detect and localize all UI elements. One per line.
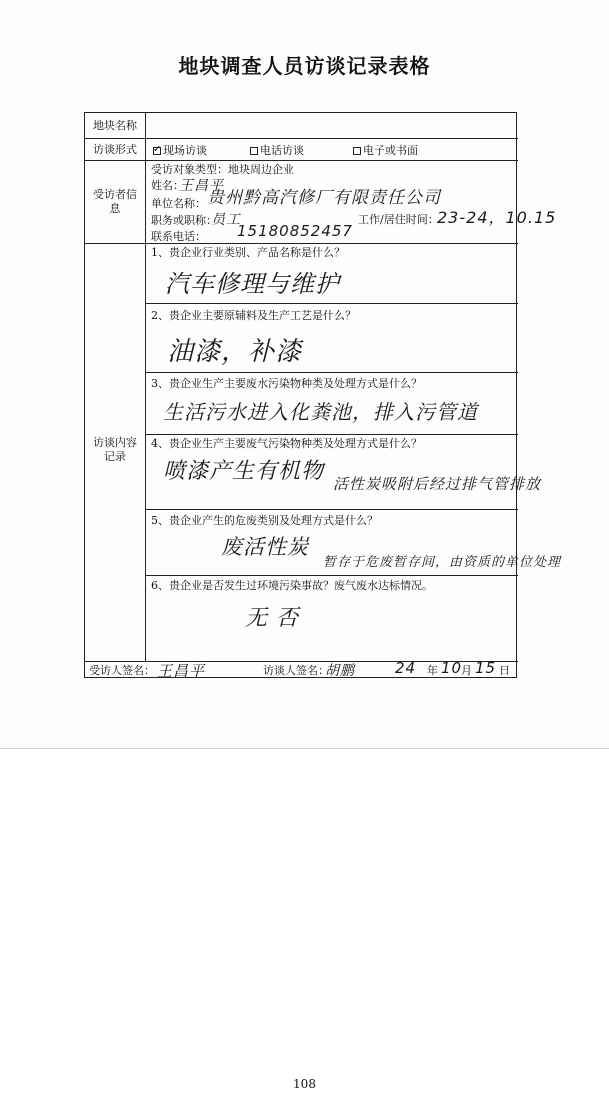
answer-1[interactable]: 汽车修理与维护	[165, 270, 340, 298]
question-6: 6、贵企业是否发生过环境污染事故？废气废水达标情况。	[151, 579, 433, 592]
unit-name-value[interactable]: 贵州黔高汽修厂有限责任公司	[207, 188, 441, 208]
interview-form-label: 访谈形式	[93, 143, 137, 156]
question-divider	[145, 303, 518, 304]
answer-2[interactable]: 油漆，补漆	[167, 337, 303, 367]
page-number: 108	[293, 1077, 316, 1091]
year-value[interactable]: 24	[395, 659, 417, 677]
checkbox-onsite[interactable]	[153, 147, 161, 155]
row-divider	[85, 243, 518, 244]
question-divider	[145, 509, 518, 510]
phone-label: 联系电话：	[151, 230, 206, 243]
form-title: 地块调查人员访谈记录表格	[178, 54, 431, 78]
row-divider	[85, 138, 518, 139]
answer-5-line-2[interactable]: 暂存于危废暂存间，由资质的单位处理	[323, 555, 562, 570]
option-phone-interview[interactable]	[250, 144, 304, 157]
interviewee-signature[interactable]: 王昌平	[157, 662, 206, 680]
question-1: 1、贵企业行业类别、产品名称是什么？	[151, 246, 345, 259]
option-label: 电子或书面	[363, 144, 418, 157]
work-time-value[interactable]: 23-24，10.15	[437, 208, 557, 227]
answer-4-line-2[interactable]: 活性炭吸附后经过排气管排放	[333, 475, 542, 493]
interviewee-info-label: 受访者信息	[93, 188, 137, 215]
unit-name-label: 单位名称：	[151, 197, 206, 210]
position-label: 职务或职称：	[151, 214, 217, 227]
checkbox-written[interactable]	[353, 147, 361, 155]
question-3: 3、贵企业生产主要废水污染物种类及处理方式是什么？	[151, 377, 422, 390]
position-value[interactable]: 员工	[211, 212, 241, 228]
month-value[interactable]: 10	[441, 659, 463, 677]
interviewer-signature-label: 访谈人签名：	[263, 664, 329, 677]
interview-content-label: 访谈内容记录	[93, 436, 137, 463]
day-label: 日	[499, 664, 510, 677]
question-4: 4、贵企业生产主要废气污染物种类及处理方式是什么？	[151, 437, 422, 450]
interviewee-name-value[interactable]: 王昌平	[179, 178, 224, 194]
interviewee-type-label: 受访对象类型：	[151, 163, 228, 176]
option-label: 现场访谈	[163, 144, 207, 157]
interviewee-signature-label: 受访人签名：	[89, 664, 155, 677]
row-divider	[85, 160, 518, 161]
answer-4[interactable]: 喷漆产生有机物	[163, 459, 325, 484]
answer-5[interactable]: 废活性炭	[221, 535, 309, 559]
checkbox-phone[interactable]	[250, 147, 258, 155]
column-divider	[145, 113, 146, 661]
answer-6[interactable]: 无 否	[245, 606, 299, 631]
answer-3[interactable]: 生活污水进入化粪池，排入污管道	[163, 400, 478, 424]
option-written-interview[interactable]	[353, 144, 418, 157]
month-label: 月	[461, 664, 472, 677]
phone-value[interactable]: 15180852457	[237, 222, 353, 240]
work-time-label: 工作/居住时间：	[358, 213, 439, 226]
question-2: 2、贵企业主要原辅料及生产工艺是什么？	[151, 309, 356, 322]
question-divider	[145, 434, 518, 435]
interviewee-name-label: 姓名：	[151, 179, 184, 192]
year-label: 年	[427, 664, 438, 677]
question-divider	[145, 575, 518, 576]
option-label: 电话访谈	[260, 144, 304, 157]
question-5: 5、贵企业产生的危废类别及处理方式是什么？	[151, 514, 378, 527]
interviewee-type-value: 地块周边企业	[228, 163, 294, 176]
plot-name-label: 地块名称	[93, 119, 137, 132]
day-value[interactable]: 15	[475, 659, 497, 677]
option-onsite-interview[interactable]	[153, 144, 207, 157]
interviewer-signature[interactable]: 胡鹏	[325, 663, 355, 679]
interview-form-table	[84, 112, 562, 680]
question-divider	[145, 372, 518, 373]
